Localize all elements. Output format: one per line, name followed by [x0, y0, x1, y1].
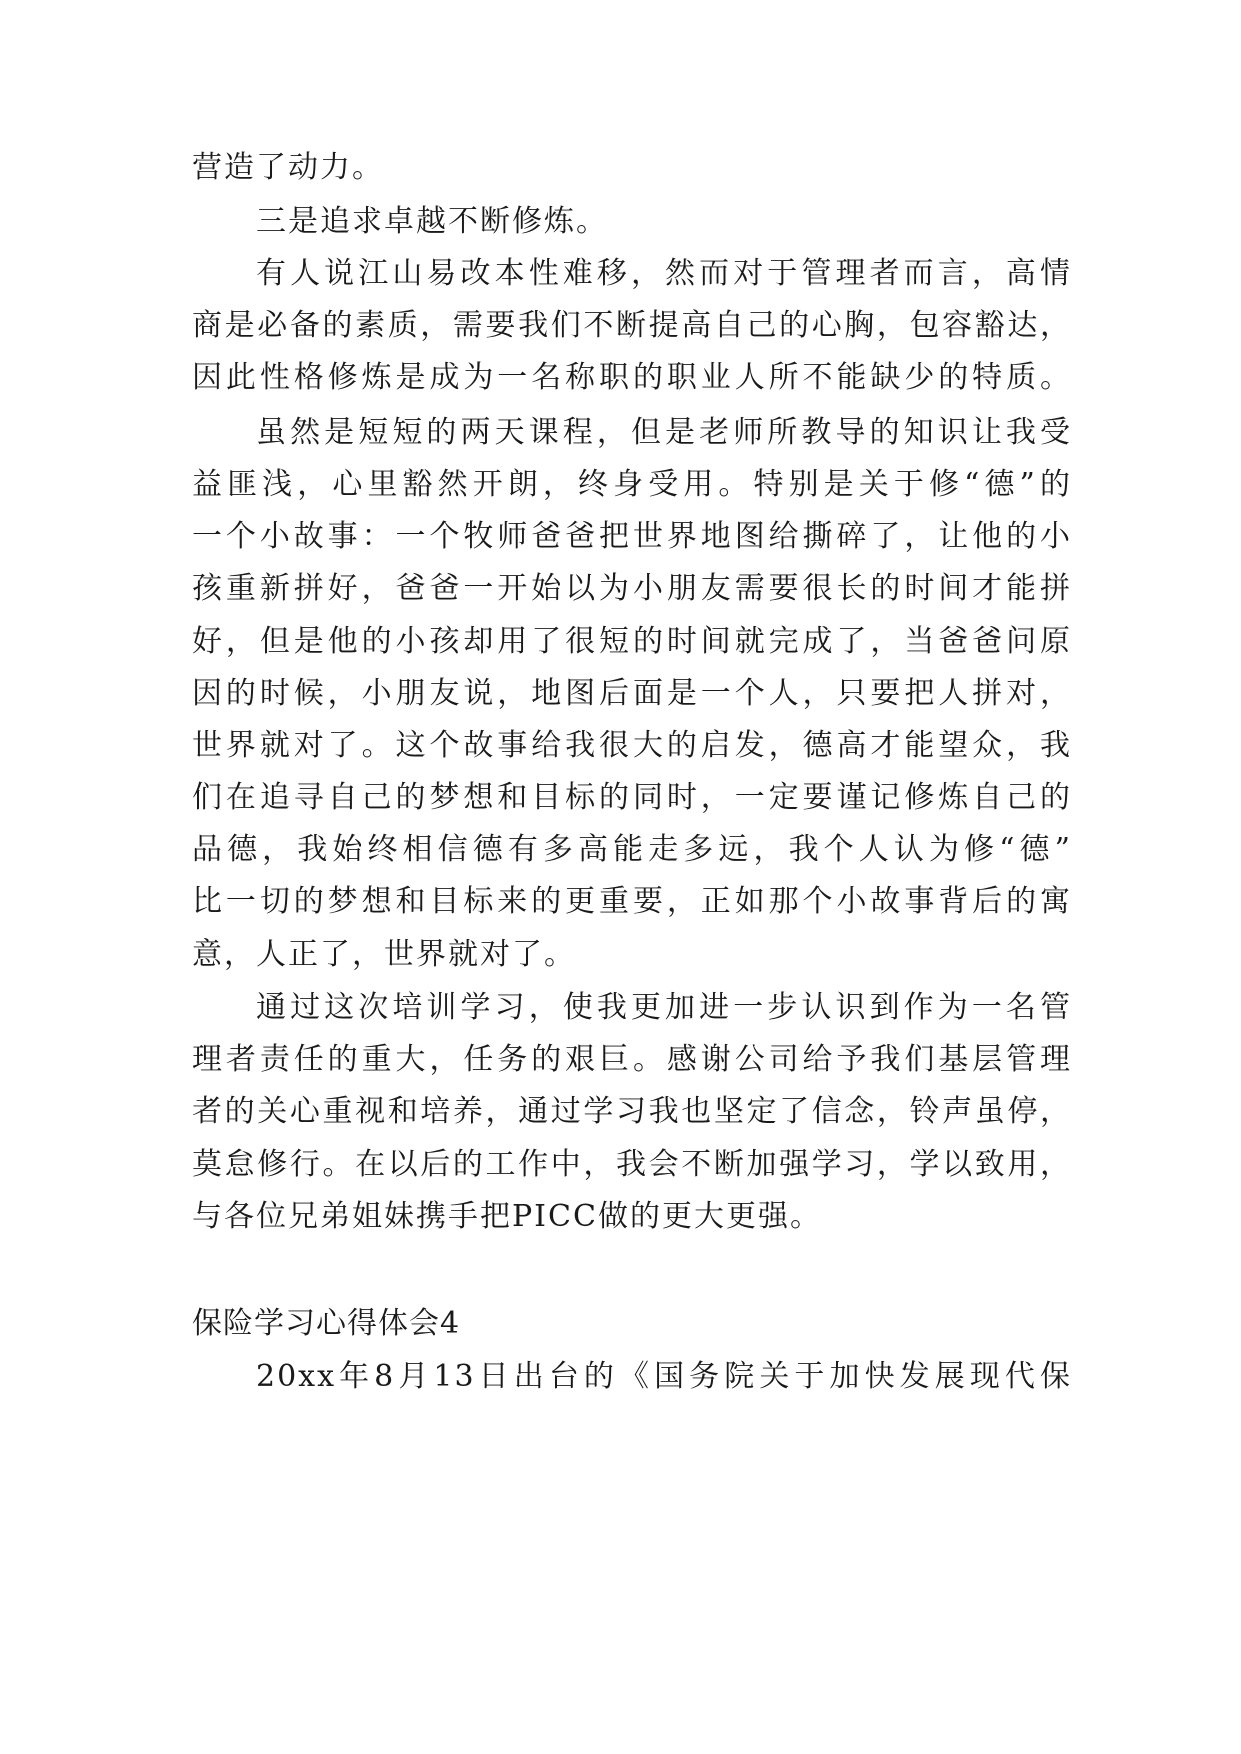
paragraph-line: 营造了动力。: [192, 150, 384, 185]
paragraph-line: 者的关心重视和培养，通过学习我也坚定了信念，铃声虽停，: [192, 1094, 1072, 1129]
paragraph-line: 一个小故事：一个牧师爸爸把世界地图给撕碎了，让他的小: [192, 519, 1072, 554]
paragraph-line: 益匪浅，心里豁然开朗，终身受用。特别是关于修“德”的: [192, 467, 1072, 502]
paragraph-line: 商是必备的素质，需要我们不断提高自己的心胸，包容豁达，: [192, 308, 1072, 343]
paragraph-line: 们在追寻自己的梦想和目标的同时，一定要谨记修炼自己的: [192, 780, 1072, 815]
paragraph-line: 孩重新拼好，爸爸一开始以为小朋友需要很长的时间才能拼: [192, 571, 1072, 606]
paragraph-line: 有人说江山易改本性难移，然而对于管理者而言，高情: [256, 256, 1072, 291]
paragraph-line: 三是追求卓越不断修炼。: [256, 204, 608, 239]
paragraph-line: 意，人正了，世界就对了。: [192, 937, 576, 972]
section-heading: 保险学习心得体会4: [192, 1306, 461, 1341]
paragraph-line: 世界就对了。这个故事给我很大的启发，德高才能望众，我: [192, 728, 1072, 763]
paragraph-line: 因的时候，小朋友说，地图后面是一个人，只要把人拼对，: [192, 676, 1072, 711]
paragraph-line: 好，但是他的小孩却用了很短的时间就完成了，当爸爸问原: [192, 624, 1072, 659]
paragraph-line: 通过这次培训学习，使我更加进一步认识到作为一名管: [256, 990, 1072, 1025]
paragraph-line: 20xx年8月13日出台的《国务院关于加快发展现代保: [256, 1359, 1072, 1394]
paragraph-line: 与各位兄弟姐妹携手把PICC做的更大更强。: [192, 1199, 822, 1234]
paragraph-line: 品德，我始终相信德有多高能走多远，我个人认为修“德”: [192, 832, 1072, 867]
paragraph-line: 因此性格修炼是成为一名称职的职业人所不能缺少的特质。: [192, 360, 1072, 395]
paragraph-line: 莫怠修行。在以后的工作中，我会不断加强学习，学以致用，: [192, 1147, 1072, 1182]
paragraph-line: 比一切的梦想和目标来的更重要，正如那个小故事背后的寓: [192, 884, 1072, 919]
paragraph-line: 虽然是短短的两天课程，但是老师所教导的知识让我受: [256, 415, 1072, 450]
paragraph-line: 理者责任的重大，任务的艰巨。感谢公司给予我们基层管理: [192, 1042, 1072, 1077]
